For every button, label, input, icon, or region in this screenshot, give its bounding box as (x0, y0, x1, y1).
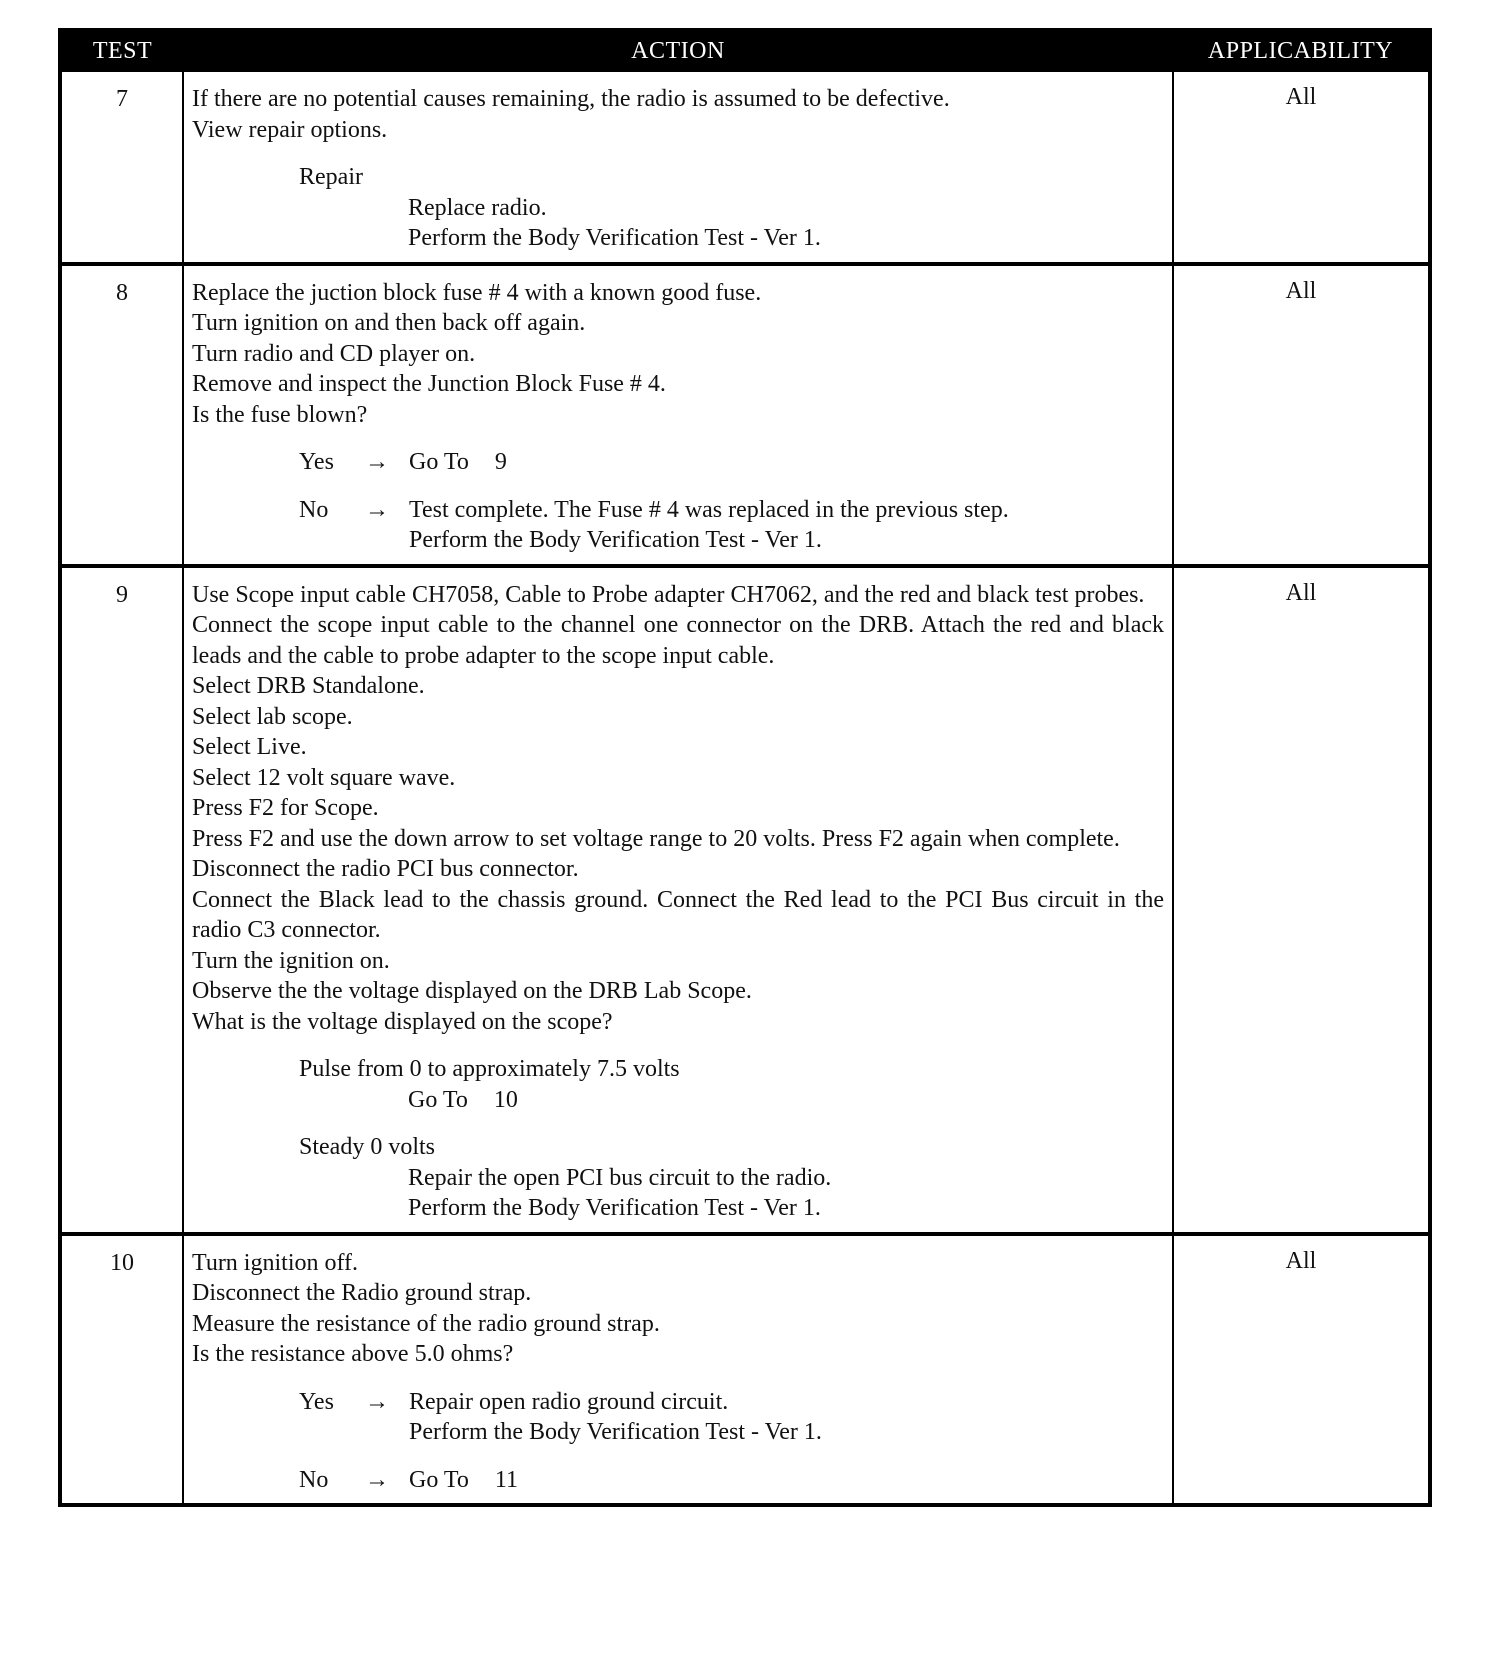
table-header-row (60, 30, 1430, 71)
goto-label: Go To (409, 449, 469, 475)
repair-label: Repair (299, 164, 363, 190)
action-line: Turn ignition off. (192, 1249, 359, 1276)
right-arrow-icon: → (365, 1388, 389, 1415)
goto-label: Go To (408, 1086, 468, 1113)
table-row (60, 566, 1430, 1234)
action-line: Connect the scope input cable to the channel one connector on the DRB. Attach the red and black leads and the cable to probe adapter to the scope input cable. (192, 612, 1164, 669)
answer-no: No (299, 1466, 329, 1493)
action-cell (183, 264, 1173, 566)
goto-number: 11 (494, 1466, 518, 1493)
action-line: Turn radio and CD player on. (192, 340, 476, 367)
action-line: Connect the Black lead to the chassis ground. Connect the Red lead to the PCI Bus circuit in the radio C3 connector. (192, 886, 1164, 943)
applicability-value: All (1173, 264, 1430, 566)
result-line: Perform the Body Verification Test - Ver 1. (409, 527, 822, 553)
diagnostic-test-table (58, 28, 1432, 1507)
option-step: Repair the open PCI bus circuit to the radio. (408, 1164, 832, 1191)
action-line: Replace the juction block fuse # 4 with a known good fuse. (192, 279, 762, 306)
action-cell (183, 1234, 1173, 1506)
repair-step: Perform the Body Verification Test - Ver 1. (408, 225, 821, 251)
branch-result (409, 447, 1164, 478)
applicability-value: All (1173, 71, 1430, 264)
action-line: View repair options. (192, 116, 388, 143)
action-line: Is the resistance above 5.0 ohms? (192, 1341, 514, 1367)
test-number: 10 (60, 1234, 183, 1506)
branch-result (409, 1465, 1164, 1496)
branch-result (409, 1387, 1164, 1448)
goto-label: Go To (409, 1466, 469, 1493)
header-action: ACTION (183, 30, 1173, 71)
applicability-value: All (1173, 566, 1430, 1234)
right-arrow-icon: → (365, 449, 389, 475)
action-line: Turn the ignition on. (192, 947, 390, 974)
option-label: Pulse from 0 to approximately 7.5 volts (299, 1056, 680, 1082)
option-result (408, 1085, 1164, 1116)
table-row (60, 264, 1430, 566)
option-label: Steady 0 volts (299, 1134, 435, 1160)
header-test: TEST (60, 30, 183, 71)
action-line: Disconnect the radio PCI bus connector. (192, 856, 579, 882)
answer-yes: Yes (299, 1388, 334, 1415)
action-line: Select Live. (192, 734, 307, 760)
action-line: Disconnect the Radio ground strap. (192, 1280, 532, 1306)
branch-result (409, 495, 1164, 556)
action-line: Select 12 volt square wave. (192, 764, 456, 791)
action-line: Is the fuse blown? (192, 401, 368, 428)
yes-branch (299, 1387, 1164, 1448)
action-line: Press F2 and use the down arrow to set voltage range to 20 volts. Press F2 again when complete. (192, 825, 1120, 852)
applicability-value: All (1173, 1234, 1430, 1506)
action-line: Press F2 for Scope. (192, 795, 379, 821)
test-number: 8 (60, 264, 183, 566)
result-line: Perform the Body Verification Test - Ver 1. (409, 1419, 822, 1445)
table-row (60, 71, 1430, 264)
yes-branch (299, 447, 1164, 478)
action-line: Select DRB Standalone. (192, 673, 425, 699)
action-line: Remove and inspect the Junction Block Fuse # 4. (192, 371, 666, 397)
no-branch (299, 1465, 1164, 1496)
action-cell (183, 566, 1173, 1234)
answer-no: No (299, 496, 329, 523)
action-line: Measure the resistance of the radio ground strap. (192, 1310, 660, 1337)
action-cell (183, 71, 1173, 264)
option-step: Perform the Body Verification Test - Ver 1. (408, 1195, 821, 1221)
test-number: 9 (60, 566, 183, 1234)
action-line: Observe the the voltage displayed on the DRB Lab Scope. (192, 978, 752, 1004)
goto-number: 9 (494, 449, 507, 475)
result-line: Test complete. The Fuse # 4 was replaced in the previous step. (409, 496, 1009, 523)
action-line: What is the voltage displayed on the scope? (192, 1008, 613, 1035)
right-arrow-icon: → (365, 496, 389, 523)
action-line: Select lab scope. (192, 703, 353, 730)
result-line: Repair open radio ground circuit. (409, 1388, 729, 1415)
action-line: Turn ignition on and then back off again. (192, 310, 586, 336)
goto-number: 10 (493, 1086, 518, 1113)
action-line: Use Scope input cable CH7058, Cable to Probe adapter CH7062, and the red and black test probes. (192, 581, 1145, 608)
header-applicability: APPLICABILITY (1173, 30, 1430, 71)
repair-step: Replace radio. (408, 194, 547, 221)
action-line: If there are no potential causes remaining, the radio is assumed to be defective. (192, 86, 950, 112)
right-arrow-icon: → (365, 1466, 389, 1493)
table-row (60, 1234, 1430, 1506)
no-branch (299, 495, 1164, 556)
answer-yes: Yes (299, 449, 334, 475)
test-number: 7 (60, 71, 183, 264)
